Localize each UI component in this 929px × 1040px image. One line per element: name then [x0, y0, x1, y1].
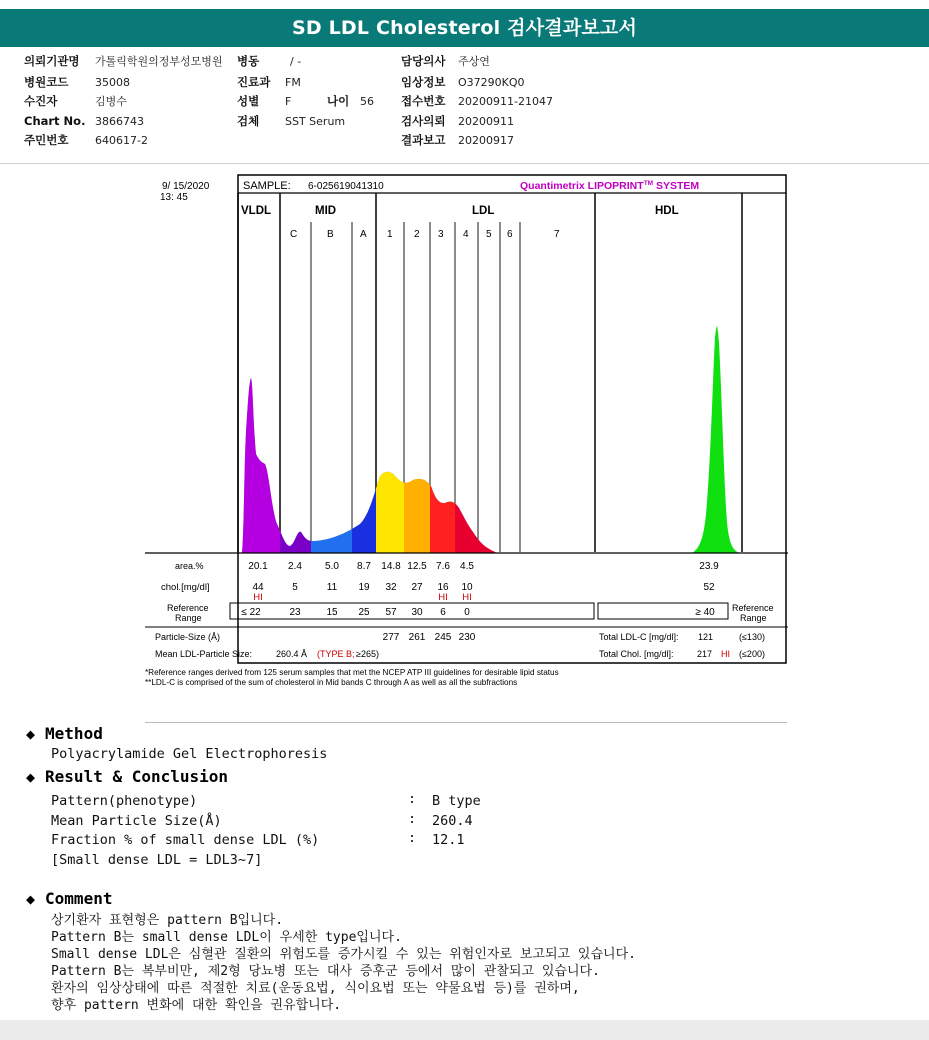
band-label: C	[290, 229, 298, 240]
ref-value: 25	[358, 607, 370, 618]
sample-id: 6-025619041310	[308, 181, 384, 192]
zone-label-ldl: LDL	[472, 205, 495, 217]
info-key: 진료과	[237, 75, 271, 89]
info-key: 병원코드	[24, 75, 69, 89]
info-key: 의뢰기관명	[24, 54, 80, 68]
band-label: 7	[554, 229, 560, 240]
info-value: FM	[285, 76, 301, 89]
ldl-profile-curve	[242, 326, 741, 553]
area-value: 5.0	[325, 561, 339, 572]
total-ldl-label: Total LDL-C [mg/dl]:	[599, 632, 679, 642]
info-key: 결과보고	[401, 133, 446, 147]
info-row	[0, 112, 929, 131]
result-label: Pattern(phenotype)	[51, 793, 198, 809]
info-key: 접수번호	[401, 94, 446, 108]
area-value: 8.7	[357, 561, 371, 572]
age-value: 56	[360, 95, 374, 108]
hdl-chol-value: 52	[703, 582, 715, 593]
footnote-2: **LDL-C is comprised of the sum of cholesterol in Mid bands C through A as well as all the subfractions	[145, 678, 518, 687]
chol-value: 5	[292, 582, 298, 593]
zone-label-hdl: HDL	[655, 205, 679, 217]
band-label: A	[360, 229, 367, 240]
comment-heading-text: Comment	[45, 889, 113, 908]
ref-value: 6	[440, 607, 446, 618]
result-heading-text: Result & Conclusion	[45, 767, 229, 786]
diamond-bullet-icon: ◆	[26, 768, 36, 786]
mean-ldl-label: Mean LDL-Particle Size:	[155, 649, 253, 659]
result-value: 12.1	[432, 832, 465, 848]
info-key: 수진자	[24, 94, 58, 108]
comment-line: 환자의 임상상태에 따른 적절한 치료(운동요법, 식이요법 또는 약물요법 등)를 권하며,	[51, 981, 580, 996]
diamond-bullet-icon: ◆	[26, 890, 36, 908]
ref-value: 57	[385, 607, 397, 618]
mean-ldl-type: (TYPE B;	[317, 649, 355, 659]
area-value: 7.6	[436, 561, 450, 572]
band-label: 1	[387, 229, 393, 240]
info-value: / -	[290, 55, 302, 68]
info-row	[0, 73, 929, 92]
info-value: 주상연	[458, 55, 490, 68]
particle-value: 245	[434, 632, 452, 643]
comment-line: Small dense LDL은 심혈관 질환의 위험도를 증가시킬 수 있는 위험인자로 보고되고 있습니다.	[51, 947, 636, 962]
comment-line: Pattern B는 복부비만, 제2형 당뇨병 또는 대사 증후군 등에서 많이 관찰되고 있습니다.	[51, 964, 600, 979]
ref-value: 30	[411, 607, 423, 618]
info-value: 20200911-21047	[458, 95, 553, 108]
band-label: 6	[507, 229, 513, 240]
result-sep: :	[408, 811, 417, 827]
info-value: F	[285, 95, 292, 108]
info-row	[0, 92, 929, 111]
hi-flag: HI	[438, 592, 448, 603]
area-values	[248, 561, 719, 572]
info-row	[0, 52, 929, 71]
footnote-1: *Reference ranges derived from 125 serum samples that met the NCEP ATP III guidelines for desirable lipid status	[145, 668, 559, 677]
info-value: 김병수	[95, 95, 127, 108]
comment-heading	[26, 889, 112, 908]
result-sep: :	[408, 791, 417, 807]
lipoprint-report	[145, 172, 788, 692]
info-value: 35008	[95, 76, 130, 89]
info-value: 640617-2	[95, 134, 148, 147]
band-label: 5	[486, 229, 492, 240]
result-label: Mean Particle Size(Å)	[51, 813, 222, 829]
section-divider	[145, 722, 787, 723]
area-label: area.%	[175, 561, 204, 571]
band-label: B	[327, 229, 334, 240]
ref-value: ≤ 22	[241, 607, 261, 618]
particle-value: 261	[408, 632, 426, 643]
chol-label: chol.[mg/dl]	[161, 582, 210, 593]
hdl-ref-label: Range	[740, 613, 767, 623]
hdl-fill	[691, 326, 741, 553]
comment-line: 상기환자 표현형은 pattern B입니다.	[51, 913, 284, 928]
brand-logo: Quantimetrix LIPOPRINT™ SYSTEM	[520, 180, 700, 192]
chol-value: 11	[326, 582, 338, 593]
ref-label: Reference	[167, 603, 209, 613]
band-labels	[290, 229, 560, 240]
total-ldl-ref: (≤130)	[739, 632, 765, 642]
info-key: 담당의사	[401, 54, 446, 68]
info-row	[0, 131, 929, 150]
result-note: [Small dense LDL = LDL3~7]	[51, 852, 263, 868]
info-key: 주민번호	[24, 133, 69, 147]
chol-value: 44	[252, 582, 264, 593]
sample-label: SAMPLE:	[243, 180, 291, 192]
ref-values	[241, 607, 715, 618]
hi-flags	[253, 592, 472, 603]
result-heading	[26, 767, 228, 786]
info-key: 검사의뢰	[401, 114, 446, 128]
info-key: 임상정보	[401, 75, 446, 89]
info-divider	[0, 163, 929, 164]
zone-label-mid: MID	[315, 205, 337, 217]
age-label: 나이	[327, 94, 350, 108]
info-value: 20200911	[458, 115, 514, 128]
result-label: Fraction % of small dense LDL (%)	[51, 832, 320, 848]
total-chol-label: Total Chol. [mg/dl]:	[599, 649, 674, 659]
ref-value: 0	[464, 607, 470, 618]
particle-value: 277	[382, 632, 400, 643]
result-value: B type	[432, 793, 481, 809]
diamond-bullet-icon: ◆	[26, 725, 36, 743]
particle-values	[383, 632, 476, 643]
info-value: O37290KQ0	[458, 76, 525, 89]
info-key: Chart No.	[24, 114, 86, 128]
area-value: 20.1	[248, 561, 268, 572]
info-key: 병동	[237, 54, 260, 68]
ref-value: 23	[289, 607, 301, 618]
info-value: 가톨릭학원의정부성모병원	[95, 55, 223, 68]
report-title: SD LDL Cholesterol 검사결과보고서	[0, 9, 929, 47]
hdl-ref-value: ≥ 40	[695, 607, 715, 618]
area-value: 4.5	[460, 561, 474, 572]
info-value: 20200917	[458, 134, 514, 147]
footer-bar	[0, 1020, 929, 1040]
mean-ldl-value: 260.4 Å	[276, 649, 308, 659]
area-value: 2.4	[288, 561, 302, 572]
band-label: 3	[438, 229, 444, 240]
area-value: 14.8	[381, 561, 401, 572]
total-chol-flag: HI	[721, 649, 730, 659]
zone-label-vldl: VLDL	[241, 205, 272, 217]
method-text: Polyacrylamide Gel Electrophoresis	[51, 746, 328, 762]
hi-flag: HI	[462, 592, 472, 603]
info-key: 검체	[237, 114, 260, 128]
hdl-ref-label: Reference	[732, 603, 774, 613]
band-label: 4	[463, 229, 469, 240]
hi-flag: HI	[253, 592, 263, 603]
total-chol-ref: (≤200)	[739, 649, 765, 659]
chol-values	[252, 582, 715, 593]
chol-value: 16	[437, 582, 449, 593]
patient-info	[0, 52, 929, 163]
total-chol-value: 217	[697, 649, 713, 659]
chol-value: 27	[411, 582, 423, 593]
comment-line: 향후 pattern 변화에 대한 확인을 권유합니다.	[51, 998, 342, 1013]
report-date: 9/ 15/2020	[162, 181, 210, 192]
result-sep: :	[408, 830, 417, 846]
total-ldl-value: 121	[698, 632, 714, 642]
particle-label: Particle-Size (Å)	[155, 632, 221, 642]
chol-value: 19	[358, 582, 370, 593]
method-heading	[26, 724, 103, 743]
mean-ldl-ref: ≥265)	[356, 649, 379, 659]
zone-dividers	[238, 193, 742, 552]
ref-value: 15	[326, 607, 338, 618]
info-value: SST Serum	[285, 115, 346, 128]
chol-value: 32	[385, 582, 397, 593]
particle-value: 230	[458, 632, 476, 643]
report-time: 13: 45	[160, 192, 188, 203]
chol-value: 10	[461, 582, 473, 593]
info-value: 3866743	[95, 115, 144, 128]
band-label: 2	[414, 229, 420, 240]
comment-line: Pattern B는 small dense LDL이 우세한 type입니다.	[51, 930, 402, 945]
hdl-area-value: 23.9	[699, 561, 719, 572]
ref-label: Range	[175, 613, 202, 623]
result-value: 260.4	[432, 813, 473, 829]
info-key: 성별	[237, 94, 260, 108]
area-value: 12.5	[407, 561, 427, 572]
method-heading-text: Method	[45, 724, 103, 743]
